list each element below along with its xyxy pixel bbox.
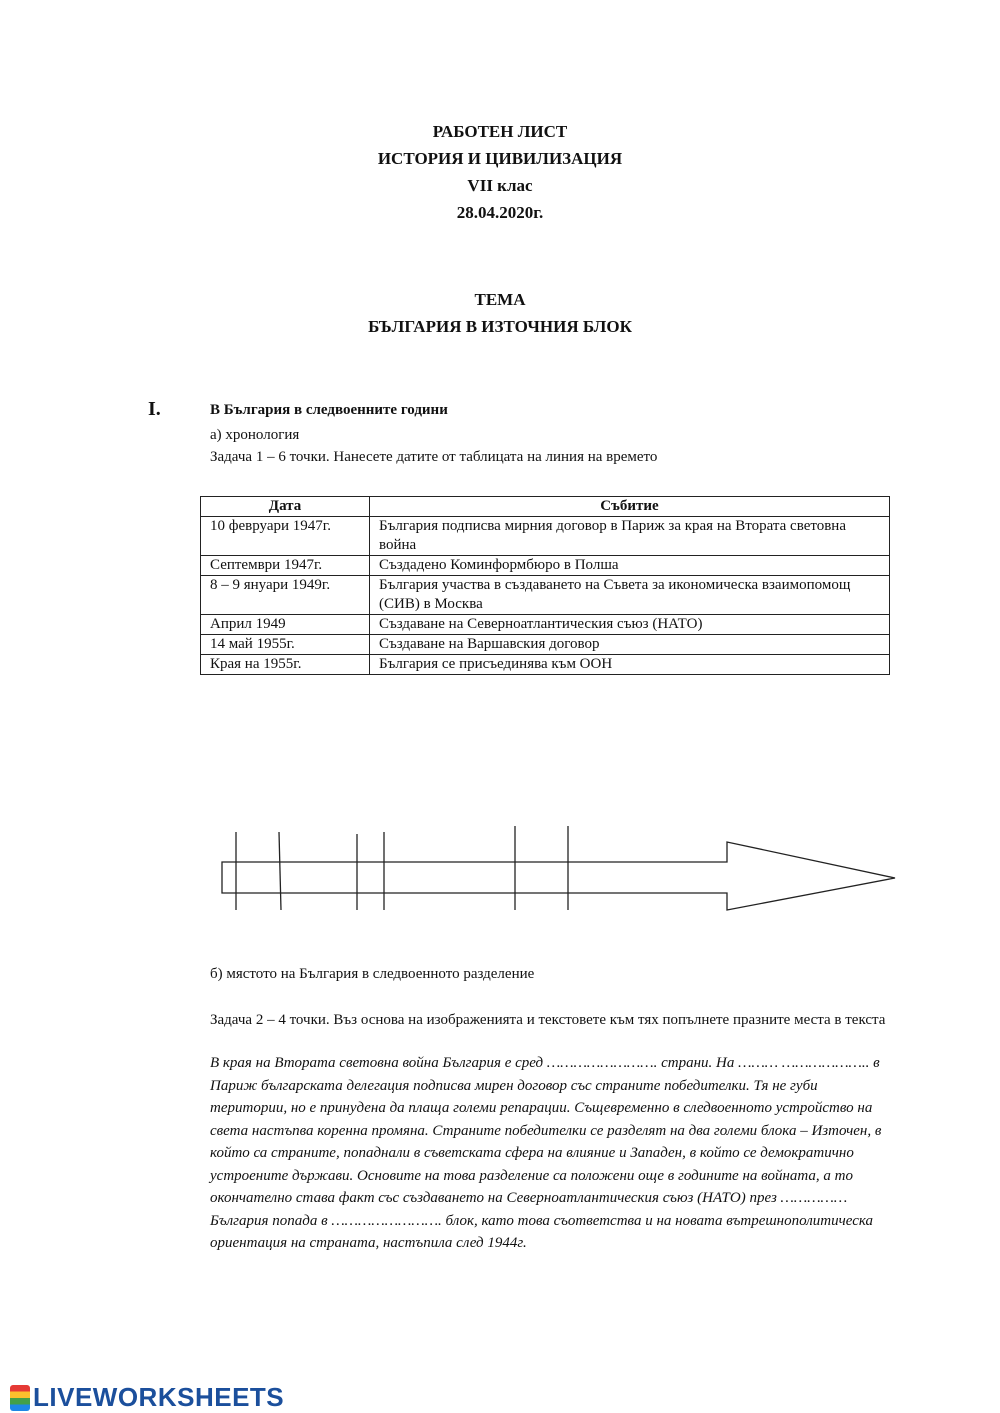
task1-instruction: Задача 1 – 6 точки. Нанесете датите от таблицата на линия на времето: [210, 449, 658, 465]
timeline-tick[interactable]: [279, 832, 281, 910]
subject-title: ИСТОРИЯ И ЦИВИЛИЗАЦИЯ: [377, 149, 623, 168]
table-cell-event: Създаване на Варшавския договор: [370, 635, 890, 655]
table-cell-date: Края на 1955г.: [201, 655, 370, 675]
table-cell-event: България участва в създаването на Съвета за икономическа взаимопомощ (СИВ) в Москва: [370, 576, 890, 615]
table-cell-date: Април 1949: [201, 615, 370, 635]
worksheet-title: РАБОТЕН ЛИСТ: [432, 122, 568, 141]
table-cell-date: 14 май 1955г.: [201, 635, 370, 655]
table-cell-event: Създаване на Северноатлантическия съюз (НАТО): [370, 615, 890, 635]
timeline-arrow-shape: [222, 842, 895, 910]
logo-text: LIVEWORKSHEETS: [33, 1382, 285, 1412]
table-cell-date: Септември 1947г.: [201, 556, 370, 576]
section-title: В България в следвоенните години: [210, 402, 448, 418]
fill-in-paragraph[interactable]: В края на Втората световна война България е сред ……………………. страни. На ……… ……………….. в Париж българската делегация подписва мирен договор със страните победителки. Тя не губи територии, но е принудена да плаща големи репарации. Същевременно в следвоенното устройство на света настъпва коренна промяна. Страните победителки се разделят на два големи блока – Източен, в който са страните, попаднали в съветската сфера на влияние и Западен, в който се демократично устроените държави. Основите на това разделение са положени още в годините на войната, а то окончателно става факт със създаването на Северноатлантическия съюз (НАТО) през …………… България попада в ……………………. блок, като това съответства и на новата вътрешнополитическа ориентация на страната, настъпила след 1944г.: [210, 1055, 882, 1251]
section-number: I.: [148, 398, 161, 420]
subsection-b: б) мястото на България в следвоенното разделение: [210, 966, 535, 982]
logo-icon: [10, 1385, 30, 1411]
table-cell-event: България подписва мирния договор в Париж за края на Втората световна война: [370, 517, 890, 556]
topic-label: ТЕМА: [474, 290, 526, 309]
table-cell-event: България се присъединява към ООН: [370, 655, 890, 675]
header-date: Дата: [201, 497, 370, 517]
header-event: Събитие: [370, 497, 890, 517]
table-cell-date: 8 – 9 януари 1949г.: [201, 576, 370, 615]
task2-instruction: Задача 2 – 4 точки. Въз основа на изображенията и текстовете към тях попълнете празните места в текста: [210, 1012, 886, 1028]
topic-title: БЪЛГАРИЯ В ИЗТОЧНИЯ БЛОК: [368, 317, 632, 336]
grade-label: VII клас: [467, 176, 533, 195]
table-cell-event: Създадено Коминформбюро в Полша: [370, 556, 890, 576]
table-cell-date: 10 февруари 1947г.: [201, 517, 370, 556]
subsection-a: а) хронология: [210, 427, 300, 443]
date-label: 28.04.2020г.: [456, 203, 544, 222]
liveworksheets-logo[interactable]: [10, 1382, 284, 1413]
